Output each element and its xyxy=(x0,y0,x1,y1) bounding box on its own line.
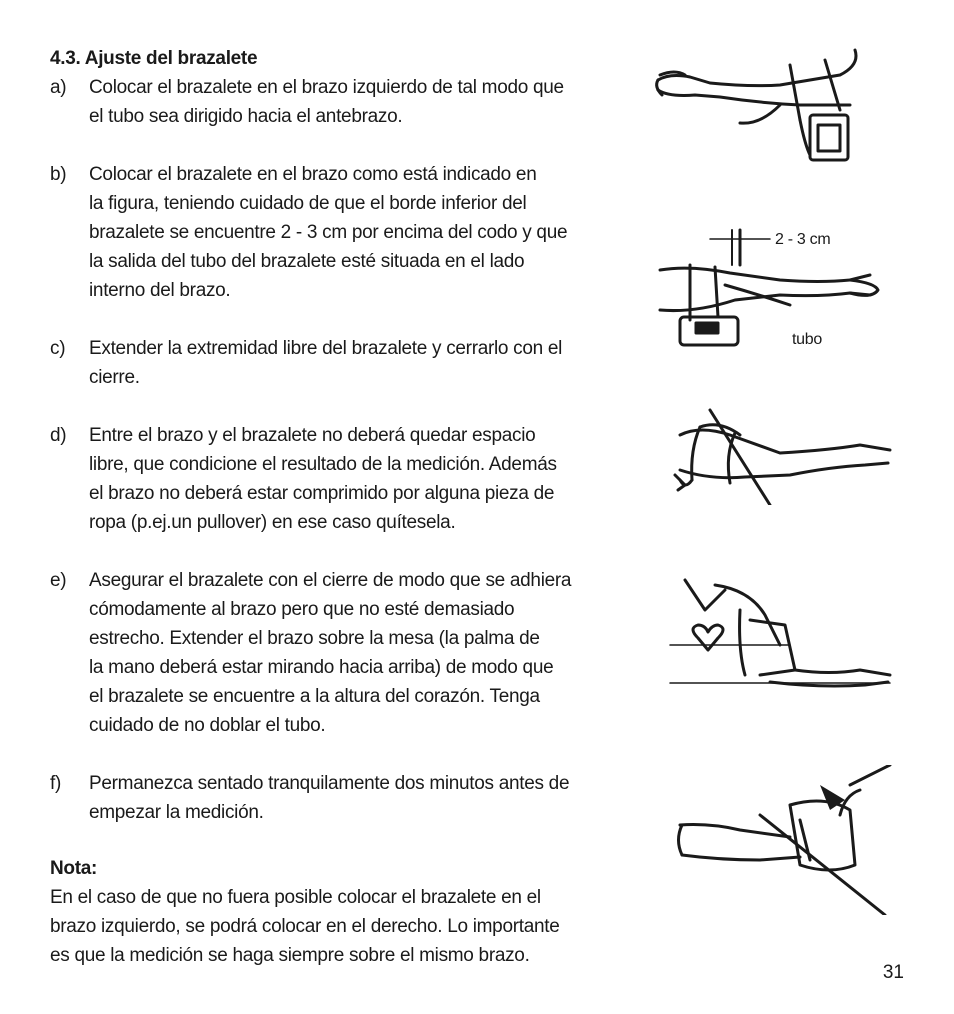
item-line: estrecho. Extender el brazo sobre la mesa (la palma de xyxy=(89,628,540,649)
note-body xyxy=(50,883,620,970)
item-line: Colocar el brazalete en el brazo izquierdo de tal modo que xyxy=(89,77,564,98)
item-line: Permanezca sentado tranquilamente dos minutos antes de xyxy=(89,773,570,794)
cuff-placement-illustration xyxy=(650,45,900,175)
note-line: En el caso de que no fuera posible colocar el brazalete en el xyxy=(50,887,541,908)
arm-cuff-icon xyxy=(650,45,900,175)
section-title: Ajuste del brazalete xyxy=(84,48,258,69)
note-line: brazo izquierdo, se podrá colocar en el derecho. Lo importante xyxy=(50,916,560,937)
heart-level-icon xyxy=(650,570,900,700)
close-cuff-illustration xyxy=(650,405,900,505)
instruction-item-e xyxy=(50,566,620,740)
instructions-column xyxy=(50,44,620,970)
item-letter: e) xyxy=(50,570,67,591)
instruction-item-a xyxy=(50,73,620,131)
item-line: brazalete se encuentre 2 - 3 cm por encima del codo y que xyxy=(89,222,568,243)
arm-closing-icon xyxy=(650,405,900,505)
item-line: la mano deberá estar mirando hacia arriba) de modo que xyxy=(89,657,554,678)
instruction-item-c xyxy=(50,334,620,392)
item-line: Colocar el brazalete en el brazo como está indicado en xyxy=(89,164,537,185)
instruction-list xyxy=(50,73,620,827)
instruction-item-f xyxy=(50,769,620,827)
item-letter: d) xyxy=(50,425,67,446)
item-line: ropa (p.ej.un pullover) en ese caso quítesela. xyxy=(89,512,456,533)
distance-label: 2 - 3 cm xyxy=(775,231,831,248)
item-line: el brazalete se encuentre a la altura del corazón. Tenga xyxy=(89,686,540,707)
item-line: cuidado de no doblar el tubo. xyxy=(89,715,326,736)
item-line: Asegurar el brazalete con el cierre de modo que se adhiera xyxy=(89,570,572,591)
item-line: cómodamente al brazo pero que no esté demasiado xyxy=(89,599,515,620)
item-line: Extender la extremidad libre del brazalete y cerrarlo con el xyxy=(89,338,563,359)
item-line: libre, que condicione el resultado de la medición. Además xyxy=(89,454,557,475)
cuff-arrow-illustration xyxy=(650,765,900,915)
item-letter: a) xyxy=(50,77,67,98)
note-title: Nota: xyxy=(50,858,98,879)
instruction-item-d xyxy=(50,421,620,537)
item-line: interno del brazo. xyxy=(89,280,231,301)
item-line: el brazo no deberá estar comprimido por alguna pieza de xyxy=(89,483,555,504)
item-line: la salida del tubo del brazalete esté situada en el lado xyxy=(89,251,525,272)
tube-label: tubo xyxy=(792,331,822,348)
instruction-item-b xyxy=(50,160,620,305)
section-heading xyxy=(50,44,620,73)
item-letter: f) xyxy=(50,773,62,794)
distance-illustration xyxy=(650,225,900,355)
item-letter: b) xyxy=(50,164,67,185)
item-line: Entre el brazo y el brazalete no deberá quedar espacio xyxy=(89,425,536,446)
note-line: es que la medición se haga siempre sobre el mismo brazo. xyxy=(50,945,530,966)
heart-level-illustration xyxy=(650,570,900,700)
page-number: 31 xyxy=(882,962,904,983)
item-line: la figura, teniendo cuidado de que el borde inferior del xyxy=(89,193,527,214)
section-number: 4.3. xyxy=(50,48,81,69)
item-line: empezar la medición. xyxy=(89,802,264,823)
item-line: cierre. xyxy=(89,367,140,388)
arm-arrow-icon xyxy=(650,765,900,915)
item-letter: c) xyxy=(50,338,66,359)
item-line: el tubo sea dirigido hacia el antebrazo. xyxy=(89,106,403,127)
